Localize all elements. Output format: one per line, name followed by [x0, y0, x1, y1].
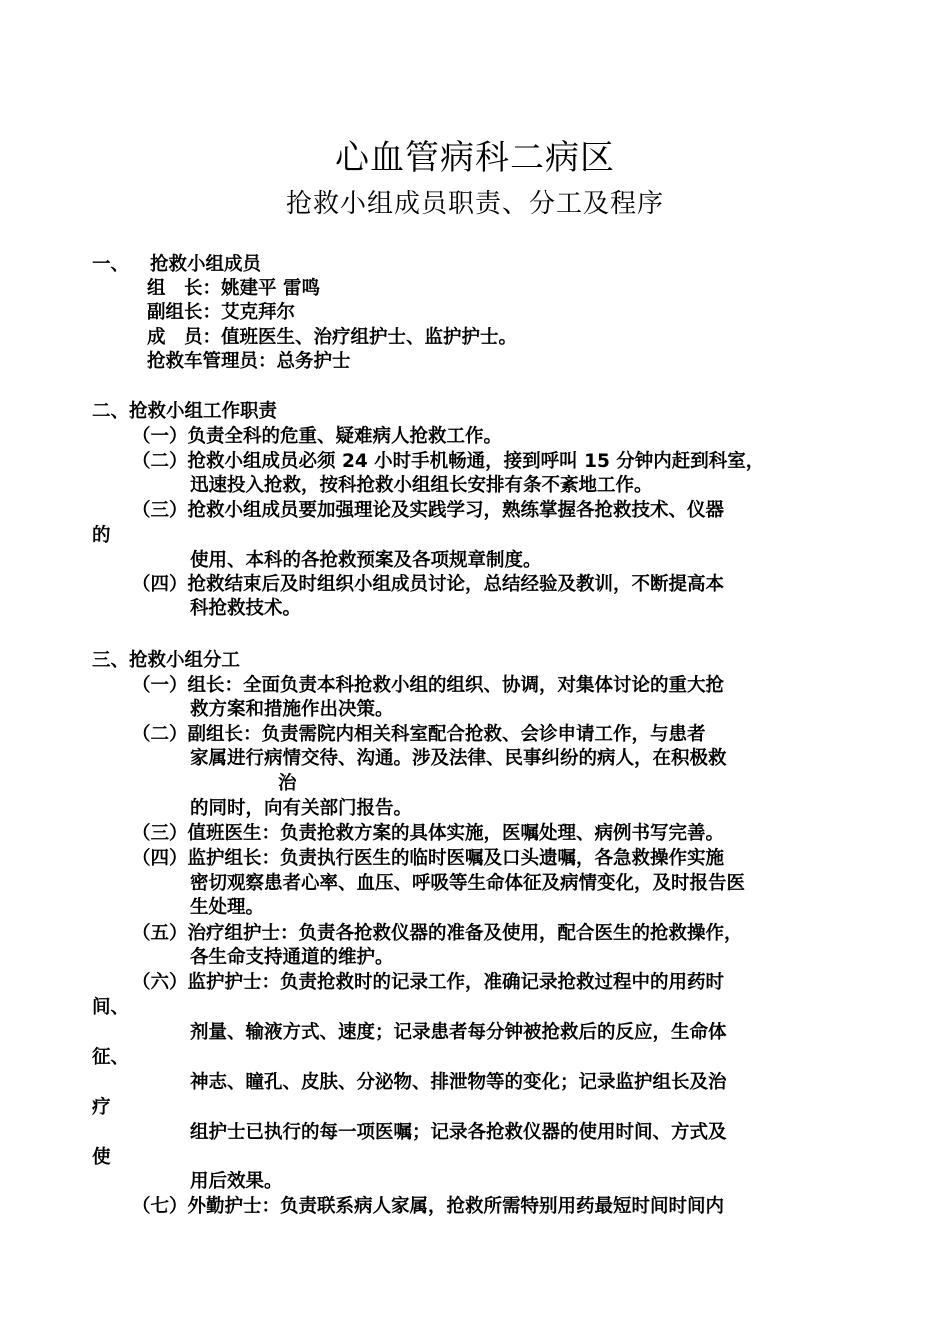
section3-item2-line1: （二）副组长：负责需院内相关科室配合抢救、会诊申请工作，与患者: [132, 724, 706, 745]
section1-heading: 抢救小组成员: [150, 254, 262, 275]
document-title: 心血管病科二病区: [335, 138, 615, 178]
section3-item6-wrap1: 间、: [92, 997, 130, 1018]
document-subtitle: 抢救小组成员职责、分工及程序: [285, 189, 664, 219]
section2-item2-line1: （二）抢救小组成员必须 24 小时手机畅通，接到呼叫 15 分钟内赶到科室，: [132, 451, 765, 472]
section3-item4-line2: 密切观察患者心率、血压、呼吸等生命体征及病情变化，及时报告医: [190, 873, 746, 894]
section2-item1: （一）负责全科的危重、疑难病人抢救工作。: [132, 426, 503, 447]
section3-item5-line1: （五）治疗组护士：负责各抢救仪器的准备及使用，配合医生的抢救操作，: [132, 923, 743, 944]
section3-item4-line3: 生处理。: [190, 897, 265, 918]
section3-item6-line2: 剂量、输液方式、速度；记录患者每分钟被抢救后的反应，生命体: [190, 1022, 727, 1043]
section1-number: 一、: [92, 254, 130, 275]
section3-item4-line1: （四）监护组长：负责执行医生的临时医嘱及口头遗嘱，各急救操作实施: [132, 848, 725, 869]
section2-item2-line2: 迅速投入抢救，按科抢救小组组长安排有条不紊地工作。: [190, 475, 653, 496]
section3-item3: （三）值班医生：负责抢救方案的具体实施，医嘱处理、病例书写完善。: [132, 823, 725, 844]
section3-item6-line5: 用后效果。: [190, 1171, 283, 1192]
section3-item6-wrap2: 征、: [92, 1047, 130, 1068]
section1-deputy: 副组长：艾克拜尔: [147, 302, 296, 323]
section2-item3-wrap: 的: [92, 525, 111, 546]
section2-item3-line2: 使用、本科的各抢救预案及各项规章制度。: [190, 550, 542, 571]
section3-item2-line2: 家属进行病情交待、沟通。涉及法律、民事纠纷的病人，在积极救: [190, 748, 727, 769]
section3-item1-line1: （一）组长：全面负责本科抢救小组的组织、协调，对集体讨论的重大抢: [132, 675, 725, 696]
section2-item4-line2: 科抢救技术。: [190, 598, 302, 619]
section1-cart-manager: 抢救车管理员：总务护士: [147, 351, 351, 372]
section2-item4-line1: （四）抢救结束后及时组织小组成员讨论，总结经验及教训，不断提高本: [132, 574, 725, 595]
section3-item2-wrap: 治: [278, 773, 297, 794]
section2-item3-line1: （三）抢救小组成员要加强理论及实践学习，熟练掌握各抢救技术、仪器: [132, 500, 725, 521]
section3-item6-line4: 组护士已执行的每一项医嘱；记录各抢救仪器的使用时间、方式及: [190, 1122, 727, 1143]
section3-item6-line3: 神志、瞳孔、皮肤、分泌物、排泄物等的变化；记录监护组长及治: [190, 1072, 727, 1093]
section3-item6-wrap3: 疗: [92, 1097, 111, 1118]
section3-item5-line2: 各生命支持通道的维护。: [190, 947, 394, 968]
section3-item6-line1: （六）监护护士：负责抢救时的记录工作，准确记录抢救过程中的用药时: [132, 972, 725, 993]
section3-item1-line2: 救方案和措施作出决策。: [190, 699, 394, 720]
section3-heading: 三、抢救小组分工: [92, 650, 241, 671]
section1-members: 成 员：值班医生、治疗组护士、监护护士。: [147, 327, 518, 348]
section3-item7-line1: （七）外勤护士：负责联系病人家属，抢救所需特别用药最短时间时间内: [132, 1196, 725, 1217]
section1-leader: 组 长：姚建平 雷鸣: [147, 278, 320, 299]
section3-item2-line3: 的同时，向有关部门报告。: [190, 798, 413, 819]
section2-heading: 二、抢救小组工作职责: [92, 401, 278, 422]
section3-item6-wrap4: 使: [92, 1147, 111, 1168]
